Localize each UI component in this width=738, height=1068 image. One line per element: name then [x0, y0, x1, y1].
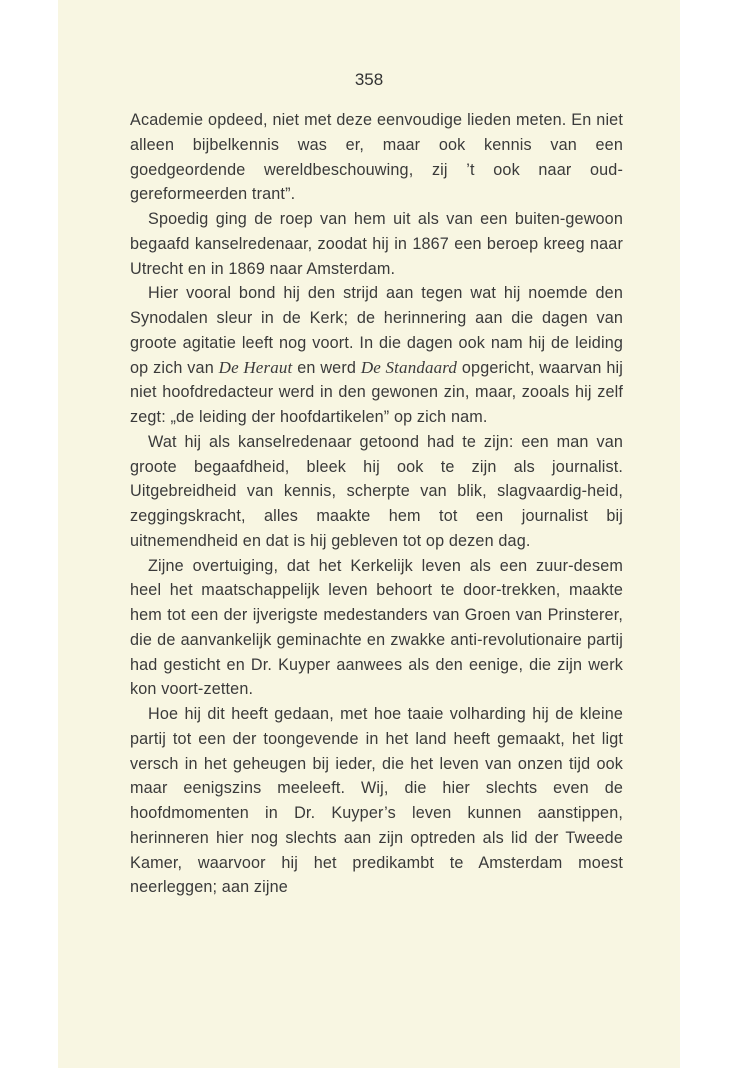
book-page — [58, 0, 680, 1068]
text-run: Wat hij als kanselredenaar getoond had te zijn: een man van groote begaafdheid, bleek hij ook te zijn als journalist. Uitgebreidheid van kennis, scherpte van blik, slagvaardig-heid, zeggingskracht, alles maakte hem tot een journalist bij uitnemendheid en dat is hij gebleven tot op dezen dag. — [130, 432, 623, 550]
paragraph — [130, 554, 623, 703]
paragraph — [130, 702, 623, 900]
page-number: 358 — [354, 70, 384, 89]
paragraph — [130, 108, 623, 207]
italic-title: De Standaard — [360, 357, 458, 377]
paragraph — [130, 281, 623, 430]
text-run: Spoedig ging de roep van hem uit als van een buiten-gewoon begaafd kanselredenaar, zoodat hij in 1867 een beroep kreeg naar Utrecht en in 1869 naar Amsterdam. — [130, 210, 623, 278]
body-text — [130, 108, 623, 900]
text-run: Hier vooral bond hij den strijd aan tegen wat hij noemde den Synodalen sleur in de Kerk; de herinnering aan die dagen van groote agitatie leeft nog voort. In die dagen ook nam hij de leiding op zich van — [130, 284, 623, 377]
text-run: Hoe hij dit heeft gedaan, met hoe taaie volharding hij de kleine partij tot een der toongevende in het land heeft gemaakt, het ligt versch in het geheugen bij ieder, die het leven van onzen tijd ook maar eenigszins meeleeft. Wij, die hier slechts even de hoofdmomenten in Dr. Kuyper’s leven kunnen aanstippen, herinneren hier nog slechts aan zijn optreden als lid der Tweede Kamer, waarvoor hij het predikambt te Amsterdam moest neerleggen; aan zijne — [130, 705, 623, 897]
text-run: en werd — [292, 358, 361, 377]
text-run: Zijne overtuiging, dat het Kerkelijk leven als een zuur-desem heel het maatschappelijk leven behoort te door-trekken, maakte hem tot een der ijverigste medestanders van Groen van Prinsterer, die de aanvankelijk geminachte en zwakke anti-revolutionaire partij had gesticht en Dr. Kuyper aanwees als den eenige, die zijn werk kon voort-zetten. — [130, 556, 623, 699]
italic-title: De Heraut — [218, 357, 293, 377]
text-run: Academie opdeed, niet met deze eenvoudige lieden meten. En niet alleen bijbelkennis was er, maar ook kennis van een goedgeordende wereldbeschouwing, zij ’t ook naar oud-gereformeerden trant”. — [130, 111, 623, 204]
paragraph — [130, 207, 623, 281]
paragraph — [130, 430, 623, 554]
text-run: opgericht, waarvan hij niet hoofdredacteur werd in den gewonen zin, maar, zooals hij zelf zegt: „de leiding der hoofdartikelen” op zich nam. — [130, 358, 623, 426]
